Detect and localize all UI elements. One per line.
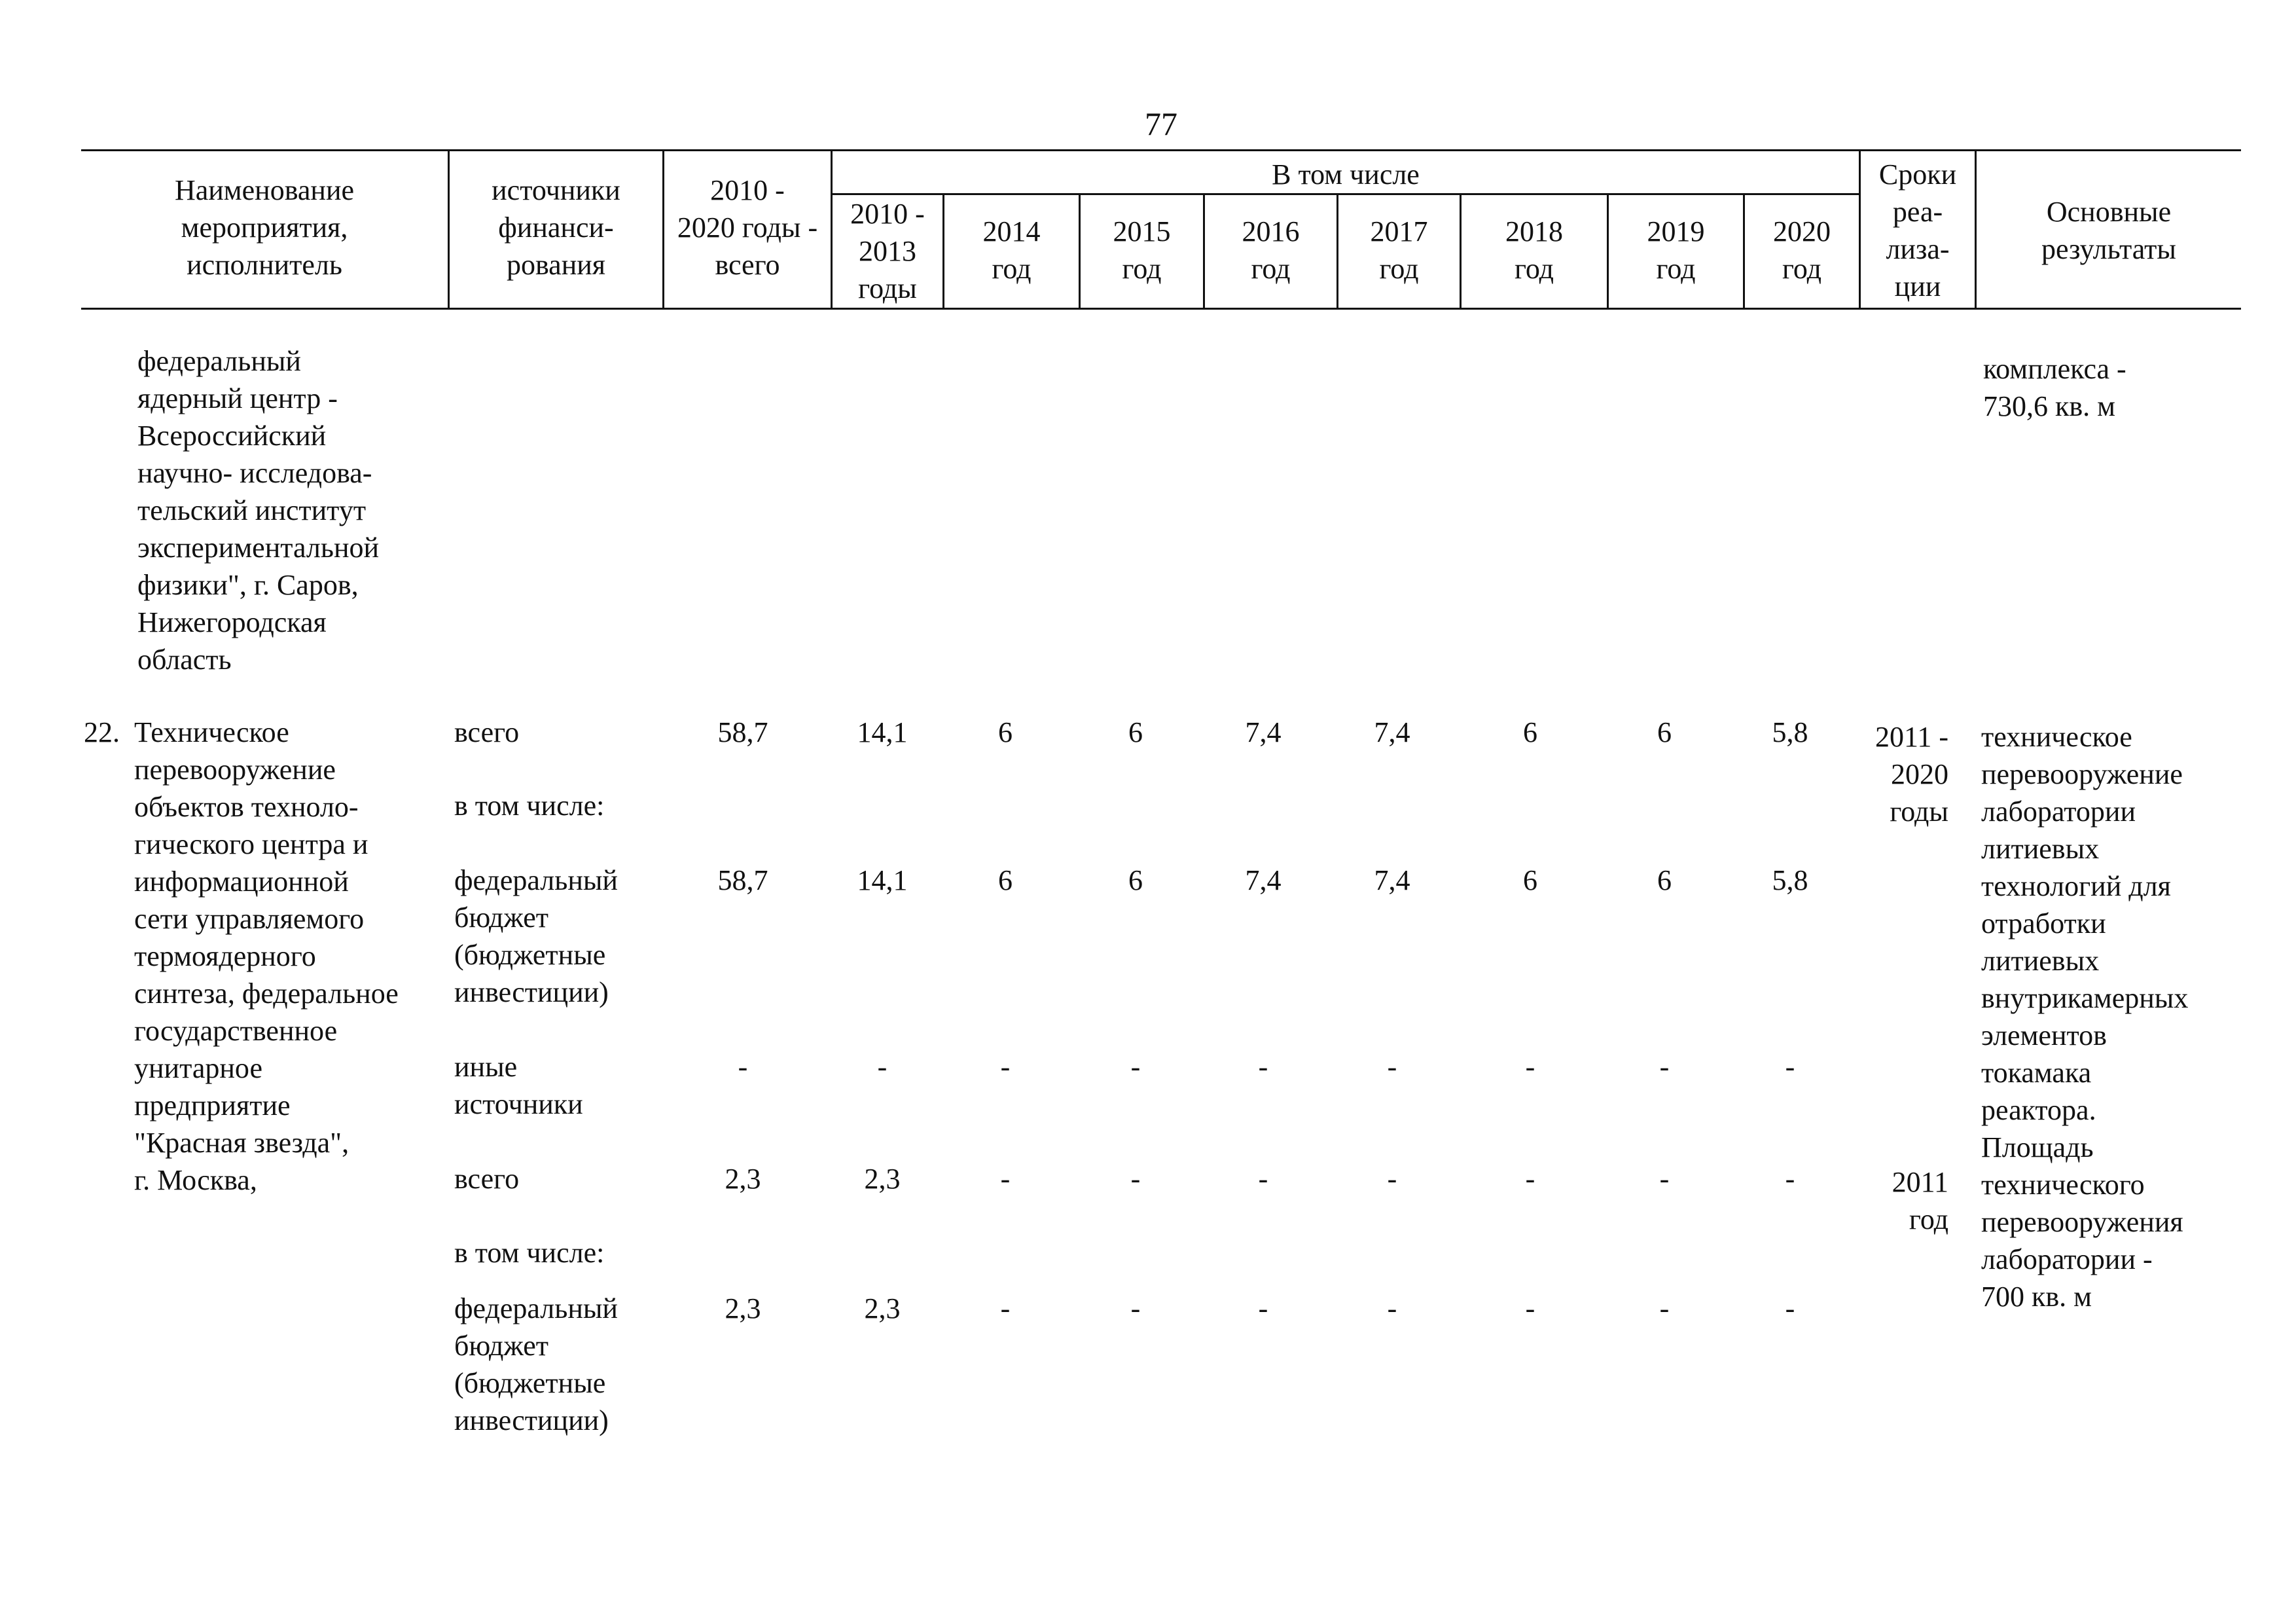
value-cell: 6: [1657, 864, 1672, 896]
continuation-result: комплекса - 730,6 кв. м: [1983, 353, 2126, 422]
value-cell: -: [1525, 1292, 1535, 1324]
header-results: Основные результаты: [2041, 196, 2176, 265]
value-cell: 2,3: [725, 1163, 761, 1195]
value-cell: -: [1659, 1292, 1670, 1324]
value-cell: 58,7: [717, 716, 768, 748]
value-cell: -: [877, 1051, 888, 1083]
value-cell: 6: [1657, 716, 1672, 748]
value-cell: -: [1785, 1163, 1795, 1195]
item-term-1: 2011 - 2020 годы: [1874, 721, 1948, 828]
header-2017: 2017 год: [1370, 215, 1428, 285]
value-cell: 5,8: [1772, 864, 1808, 896]
header-name: Наименование мероприятия, исполнитель: [174, 174, 355, 281]
value-cell: -: [1785, 1292, 1795, 1324]
value-cell: 2,3: [725, 1292, 761, 1324]
header-2014: 2014 год: [982, 215, 1041, 285]
header-terms: Сроки реа- лиза- ции: [1878, 158, 1957, 302]
value-cell: 7,4: [1374, 864, 1410, 896]
value-cell: -: [1130, 1051, 1141, 1083]
value-cell: 6: [1523, 864, 1537, 896]
header-2018: 2018 год: [1505, 215, 1563, 285]
item-result: техническое перевооружение лаборатории литиевых технологий для отработки литиевых внутрикамерных элементов токамака реактора. Площадь технического перевооружения лаборатории - 700 кв. м: [1981, 721, 2189, 1313]
source-cell: в том числе:: [454, 1237, 605, 1269]
value-cell: 7,4: [1245, 716, 1282, 748]
header-total: 2010 - 2020 годы - всего: [677, 174, 818, 281]
source-cell: федеральный бюджет (бюджетные инвестиции): [454, 864, 618, 1008]
value-cell: -: [1258, 1292, 1268, 1324]
value-cell: 6: [1128, 864, 1143, 896]
item-number: 22.: [84, 716, 120, 748]
value-cell: -: [1659, 1051, 1670, 1083]
value-cell: 7,4: [1374, 716, 1410, 748]
value-cell: -: [1000, 1163, 1011, 1195]
value-cell: -: [1000, 1051, 1011, 1083]
item-term-2: 2011 год: [1892, 1166, 1948, 1235]
value-cell: 7,4: [1245, 864, 1282, 896]
header-source: источники финанси- рования: [492, 174, 620, 281]
header-2016: 2016 год: [1242, 215, 1300, 285]
value-cell: 6: [998, 864, 1013, 896]
value-cell: -: [1130, 1163, 1141, 1195]
value-cell: -: [1130, 1292, 1141, 1324]
value-cell: -: [1525, 1051, 1535, 1083]
source-cell: всего: [454, 716, 520, 748]
value-cell: -: [1258, 1163, 1268, 1195]
value-cell: -: [1387, 1163, 1397, 1195]
header-2020: 2020 год: [1773, 215, 1831, 285]
value-cell: -: [1387, 1051, 1397, 1083]
header-2010-2013: 2010 - 2013 годы: [850, 198, 925, 304]
value-cell: -: [1525, 1163, 1535, 1195]
source-cell: в том числе:: [454, 790, 605, 822]
header-2015: 2015 год: [1113, 215, 1171, 285]
value-cell: 14,1: [857, 716, 908, 748]
value-cell: 14,1: [857, 864, 908, 896]
value-cell: -: [1785, 1051, 1795, 1083]
header-bottom-rule: [81, 308, 2241, 310]
item-name: Техническое перевооружение объектов техноло- гического центра и информационной сети управляемого термоядерного синтеза, федеральное государственное унитарное предприятие "Красная звезда", г. Москва,: [134, 716, 399, 1196]
source-cell: федеральный бюджет (бюджетные инвестиции): [454, 1292, 618, 1436]
value-cell: 2,3: [864, 1292, 901, 1324]
header-including: В том числе: [1272, 158, 1420, 191]
source-cell: всего: [454, 1163, 520, 1195]
source-cell: иные источники: [454, 1051, 583, 1120]
value-cell: -: [1258, 1051, 1268, 1083]
continuation-name: федеральный ядерный центр - Всероссийский научно- исследова- тельский институт экспериментальной физики", г. Саров, Нижегородская область: [137, 345, 380, 676]
value-cell: -: [1000, 1292, 1011, 1324]
value-cell: 5,8: [1772, 716, 1808, 748]
value-cell: 58,7: [717, 864, 768, 896]
value-cell: -: [738, 1051, 748, 1083]
table-top-rule: [81, 149, 2241, 151]
value-cell: 6: [998, 716, 1013, 748]
including-rule: [831, 193, 1859, 195]
header-2019: 2019 год: [1647, 215, 1705, 285]
value-cell: 2,3: [864, 1163, 901, 1195]
value-cell: -: [1659, 1163, 1670, 1195]
value-cell: 6: [1128, 716, 1143, 748]
value-cell: 6: [1523, 716, 1537, 748]
page-number: 77: [1145, 105, 1177, 142]
value-cell: -: [1387, 1292, 1397, 1324]
